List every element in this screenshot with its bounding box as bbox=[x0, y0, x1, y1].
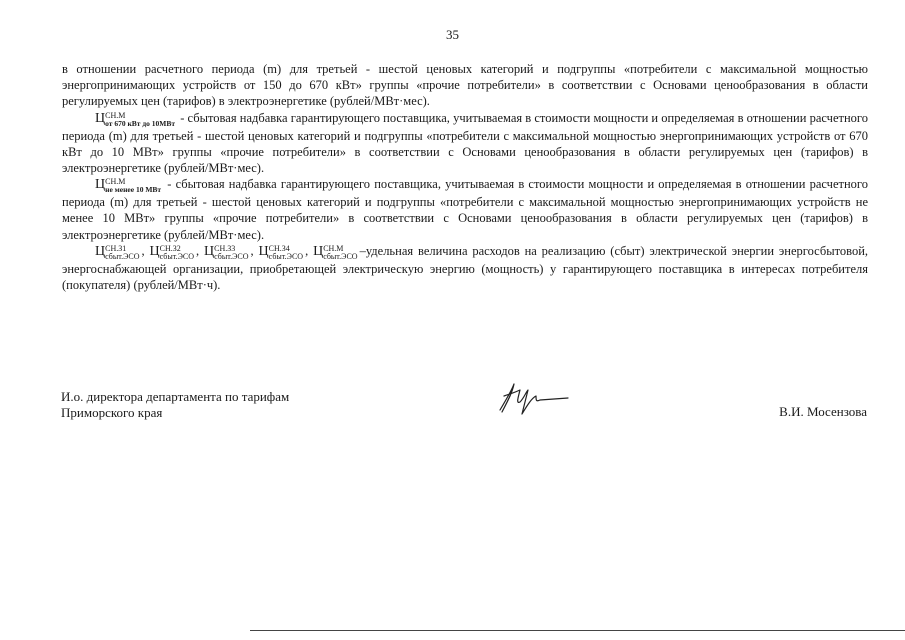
symbol-indices: СН.З2 сбыт.ЭСО bbox=[159, 243, 195, 261]
signatory-title bbox=[61, 389, 289, 421]
superscript: СН.М bbox=[105, 110, 126, 120]
scan-edge-line bbox=[250, 630, 905, 631]
symbol-indices: СН.З3 сбыт.ЭСО bbox=[214, 243, 249, 261]
symbol-indices: СН.М сбыт.ЭСО bbox=[323, 243, 358, 261]
paragraph-4-text: –удельная величина расходов на реализацию (сбыт) электрической энергии энергосбытовой, энергоснабжающей организации, приобретающей электрическую энергию (мощность) у гарантирующего поставщика в интересах потребителя (покупателя) (рублей/МВт·ч). bbox=[62, 243, 869, 293]
subscript: от 670 кВт до 10МВт bbox=[105, 118, 176, 128]
symbol-indices bbox=[105, 112, 175, 128]
signatory-title-line-1: И.о. директора департамента по тарифам bbox=[61, 389, 290, 404]
paragraph-2-text: - сбытовая надбавка гарантирующего поставщика, учитываемая в стоимости мощности и определяемая в отношении расчетного периода (m) для третьей - шестой ценовых категорий и подгруппы «потребители с максимальной мощностью энергопринимающих устройств от 670 кВт до 10 МВт» группы «прочие потребители» в соответствии с Основами ценообразования в области регулируемых цен (тарифов) в электроэнергетике (рублей/МВт·мес). bbox=[62, 110, 868, 176]
symbol-indices bbox=[105, 178, 161, 194]
price-symbol: Ц bbox=[95, 177, 106, 193]
signatory-title-line-2: Приморского края bbox=[61, 405, 163, 420]
price-symbol: Ц bbox=[95, 243, 106, 259]
symbol-indices: СН.З1 сбыт.ЭСО bbox=[105, 243, 140, 261]
document-body bbox=[62, 61, 868, 293]
paragraph-4: Ц СН.З1 сбыт.ЭСО , Ц СН.З2 сбыт.ЭСО , Ц СН.З3 сбыт.ЭСО , Ц СН.З4 сбыт.ЭСО , Ц СН.М сбыт.ЭСО –удельная величина расходов на реализацию (сбыт) электрической энергии энергосбытовой, энергоснабжающей организации, приобретающей электрическую энергию (мощность) у гарантирующего поставщика в интересах потребителя (покупателя) (рублей/МВт·ч). bbox=[62, 243, 869, 293]
paragraph-3-text: - сбытовая надбавка гарантирующего поставщика, учитываемая в стоимости мощности и определяемая в отношении расчетного периода (m) для третьей - шестой ценовых категорий и подгруппы «потребители с максимальной мощностью энергопринимающих устройств не менее 10 МВт» группы «прочие потребители» в соответствии с Основами ценообразования в области регулируемых цен (тарифов) в электроэнергетике (рублей/МВт·мес). bbox=[62, 177, 868, 242]
subscript: не менее 10 МВт bbox=[105, 185, 162, 195]
signatory-name: В.И. Мосензова bbox=[779, 404, 867, 419]
price-symbol: Ц bbox=[95, 110, 106, 126]
page-number: 35 bbox=[446, 27, 459, 42]
handwritten-signature bbox=[492, 378, 572, 423]
paragraph-2 bbox=[62, 110, 868, 177]
paragraph-3 bbox=[62, 176, 868, 243]
superscript: СН.М bbox=[105, 177, 126, 187]
signature-scribble bbox=[492, 378, 572, 418]
paragraph-1: в отношении расчетного периода (m) для третьей - шестой ценовых категорий и подгруппы «потребители с максимальной мощностью энергопринимающих устройств от 150 до 670 кВт» группы «прочие потребители» в соответствии с Основами ценообразования в области регулируемых цен (тарифов) в электроэнергетике (рублей/МВт·мес). bbox=[62, 62, 868, 109]
symbol-indices: СН.З4 сбыт.ЭСО bbox=[268, 243, 304, 261]
